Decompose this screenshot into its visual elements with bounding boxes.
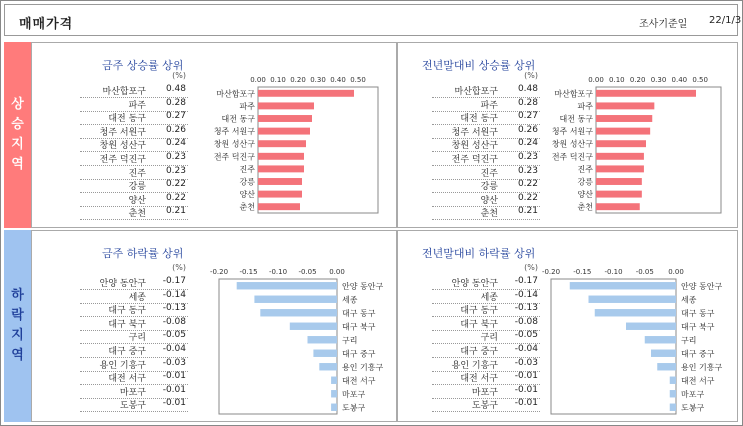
section-up-text: 상 승 지 역 — [11, 97, 24, 172]
x-tick-label: -0.05 — [298, 268, 317, 276]
bar — [313, 350, 337, 357]
category-label: 강릉 — [239, 177, 255, 187]
panel-up-weekly — [31, 42, 397, 228]
region-name: 강릉 — [480, 182, 498, 193]
bar — [237, 282, 337, 289]
category-label: 파주 — [239, 101, 255, 111]
category-label: 마포구 — [342, 389, 366, 399]
unit-label: (%) — [524, 263, 538, 272]
standard-date-label: 조사기준일 — [639, 19, 688, 30]
category-label: 대구 동구 — [342, 308, 376, 318]
category-label: 대구 동구 — [681, 308, 715, 318]
category-label: 대구 중구 — [342, 349, 376, 359]
bar — [570, 282, 676, 289]
change-rate: -0.01 — [162, 398, 186, 409]
change-rate: 0.28 — [165, 97, 186, 108]
region-name: 파주 — [128, 100, 146, 111]
bar — [596, 153, 644, 160]
bar — [626, 323, 676, 330]
panel-title: 전년말대비 하락률 상위 — [422, 247, 536, 260]
bar — [308, 336, 338, 343]
change-rate: 0.27 — [517, 111, 538, 122]
bar — [258, 191, 302, 198]
panel-title: 금주 하락률 상위 — [102, 247, 184, 260]
x-tick-label: -0.05 — [635, 268, 654, 276]
unit-label: (%) — [524, 71, 538, 80]
bar — [596, 165, 644, 172]
x-tick-label: -0.20 — [541, 268, 561, 276]
region-name: 마산합포구 — [454, 87, 498, 97]
bar — [651, 350, 676, 357]
change-rate: 0.24 — [165, 138, 186, 149]
panel-title: 전년말대비 상승률 상위 — [422, 59, 536, 72]
region-name: 마포구 — [471, 387, 498, 398]
change-rate: 0.26 — [165, 124, 186, 135]
region-name: 진주 — [128, 168, 146, 179]
bar — [258, 102, 314, 109]
section-down-text: 하 락 지 역 — [11, 288, 24, 363]
x-tick-label: 0.30 — [650, 76, 667, 84]
region-name: 안양 동안구 — [451, 279, 498, 289]
change-rate: 0.48 — [165, 84, 186, 94]
x-tick-label: 0.40 — [671, 76, 688, 84]
x-tick-label: 0.30 — [310, 76, 326, 84]
bar — [258, 90, 354, 97]
page-header — [4, 4, 742, 36]
panel-down-yearend — [397, 230, 738, 422]
bar — [596, 90, 696, 97]
category-label: 청주 서원구 — [213, 127, 255, 137]
x-tick-label: -0.20 — [209, 268, 229, 276]
region-name: 구리 — [128, 333, 146, 344]
change-rate: -0.01 — [162, 371, 186, 382]
bar — [596, 102, 654, 109]
bar — [657, 363, 676, 370]
bar — [596, 178, 642, 185]
change-rate: -0.14 — [514, 289, 538, 300]
category-label: 도봉구 — [681, 403, 705, 413]
change-rate: -0.01 — [514, 398, 538, 409]
change-rate: -0.13 — [514, 303, 538, 314]
bar — [258, 153, 304, 160]
bar-chart — [398, 231, 739, 423]
region-name: 대구 중구 — [460, 347, 498, 357]
category-label: 대전 서구 — [681, 376, 715, 386]
bar — [319, 363, 337, 370]
region-name: 용인 기흥구 — [99, 360, 146, 371]
region-name: 양산 — [128, 195, 146, 206]
region-name: 대전 서구 — [108, 374, 146, 385]
bar — [290, 323, 337, 330]
change-rate: 0.21 — [165, 206, 186, 217]
bar — [596, 115, 652, 122]
x-tick-label: 0.50 — [350, 76, 366, 84]
change-rate: 0.21 — [517, 206, 538, 217]
x-tick-label: 0.20 — [629, 76, 646, 84]
change-rate: -0.04 — [162, 344, 186, 354]
change-rate: -0.01 — [514, 384, 538, 395]
category-label: 양산 — [239, 190, 255, 200]
change-rate: -0.05 — [514, 330, 538, 341]
change-rate: -0.04 — [514, 344, 538, 354]
page-title: 매매가격 — [19, 17, 74, 32]
x-tick-label: -0.15 — [573, 268, 592, 276]
category-label: 대전 동구 — [559, 114, 593, 124]
region-name: 세종 — [480, 292, 498, 303]
region-name: 안양 동안구 — [99, 279, 146, 289]
category-label: 안양 동안구 — [681, 281, 723, 291]
bar — [258, 165, 304, 172]
category-label: 청주 서원구 — [551, 127, 593, 137]
x-tick-label: 0.00 — [250, 76, 266, 84]
category-label: 용인 기흥구 — [681, 362, 723, 372]
bar — [258, 128, 310, 135]
bar — [596, 203, 640, 210]
change-rate: 0.48 — [517, 84, 538, 94]
bar — [595, 309, 676, 316]
region-name: 춘천 — [128, 209, 146, 220]
x-tick-label: -0.15 — [239, 268, 258, 276]
region-name: 세종 — [128, 292, 146, 303]
x-tick-label: 0.20 — [290, 76, 306, 84]
x-tick-label: 0.00 — [329, 268, 345, 276]
change-rate: -0.13 — [162, 303, 186, 314]
region-name: 대전 서구 — [460, 374, 498, 385]
bar — [331, 377, 337, 384]
category-label: 마산합포구 — [554, 89, 593, 99]
region-name: 창원 성산구 — [99, 141, 146, 152]
change-rate: 0.26 — [517, 124, 538, 135]
region-name: 대구 동구 — [460, 306, 498, 317]
region-name: 전주 덕진구 — [99, 155, 146, 165]
category-label: 춘천 — [577, 202, 593, 212]
category-label: 세종 — [681, 295, 697, 305]
bar — [258, 203, 300, 210]
change-rate: 0.23 — [165, 152, 186, 162]
category-label: 양산 — [577, 190, 593, 200]
region-name: 대구 동구 — [108, 306, 146, 317]
region-name: 창원 성산구 — [451, 141, 498, 152]
bar — [596, 191, 642, 198]
category-label: 대구 북구 — [681, 322, 715, 332]
change-rate: 0.23 — [517, 152, 538, 162]
region-name: 청주 서원구 — [451, 127, 498, 138]
region-name: 구리 — [480, 333, 498, 344]
category-label: 전주 덕진구 — [213, 152, 255, 162]
change-rate: 0.22 — [517, 192, 538, 203]
region-name: 대전 동구 — [460, 114, 498, 125]
region-name: 대전 동구 — [108, 114, 146, 125]
region-name: 마산합포구 — [102, 87, 146, 97]
category-label: 대구 북구 — [342, 322, 376, 332]
region-name: 전주 덕진구 — [451, 155, 498, 165]
category-label: 구리 — [342, 335, 358, 345]
category-label: 마포구 — [681, 389, 705, 399]
region-name: 청주 서원구 — [99, 127, 146, 138]
unit-label: (%) — [172, 71, 186, 80]
x-tick-label: -0.10 — [604, 268, 623, 276]
region-name: 대구 중구 — [108, 347, 146, 357]
region-name: 마포구 — [119, 387, 146, 398]
category-label: 강릉 — [577, 177, 593, 187]
change-rate: -0.03 — [514, 357, 538, 368]
region-name: 도봉구 — [119, 401, 146, 412]
change-rate: -0.08 — [162, 316, 186, 327]
category-label: 파주 — [577, 101, 593, 111]
region-name: 강릉 — [128, 182, 146, 193]
x-tick-label: 0.50 — [692, 76, 708, 84]
region-name: 용인 기흥구 — [451, 360, 498, 371]
bar — [596, 128, 650, 135]
bar — [645, 336, 676, 343]
category-label: 마산합포구 — [216, 89, 255, 99]
change-rate: -0.17 — [514, 276, 538, 286]
bar — [670, 377, 676, 384]
bar — [331, 404, 337, 411]
change-rate: 0.28 — [517, 97, 538, 108]
section-label-down — [4, 230, 31, 422]
region-name: 파주 — [480, 100, 498, 111]
panel-up-yearend — [397, 42, 738, 228]
change-rate: -0.08 — [514, 316, 538, 327]
change-rate: -0.01 — [162, 384, 186, 395]
change-rate: -0.17 — [162, 276, 186, 286]
x-tick-label: 0.10 — [270, 76, 286, 84]
standard-date: 22/1/3 — [709, 15, 742, 26]
bar — [670, 404, 676, 411]
x-tick-label: 0.10 — [609, 76, 625, 84]
bar-chart — [398, 43, 739, 229]
section-label-up — [4, 42, 31, 228]
category-label: 대구 중구 — [681, 349, 715, 359]
region-name: 대구 북구 — [108, 319, 146, 330]
category-label: 창원 성산구 — [213, 139, 255, 149]
bar-chart — [32, 231, 398, 423]
bar — [589, 296, 677, 303]
x-tick-label: -0.10 — [268, 268, 288, 276]
bar — [596, 140, 646, 147]
category-label: 진주 — [239, 164, 255, 174]
unit-label: (%) — [172, 263, 186, 272]
category-label: 전주 덕진구 — [551, 152, 593, 162]
x-tick-label: 0.00 — [588, 76, 604, 84]
change-rate: 0.23 — [165, 165, 186, 176]
change-rate: -0.01 — [514, 371, 538, 382]
category-label: 용인 기흥구 — [342, 362, 384, 372]
change-rate: 0.27 — [165, 111, 186, 122]
category-label: 대전 동구 — [221, 114, 255, 124]
x-tick-label: 0.40 — [330, 76, 346, 84]
panel-title: 금주 상승률 상위 — [102, 59, 184, 72]
change-rate: 0.24 — [517, 138, 538, 149]
category-label: 안양 동안구 — [342, 281, 384, 291]
category-label: 춘천 — [239, 202, 255, 212]
change-rate: -0.05 — [162, 330, 186, 341]
category-label: 창원 성산구 — [551, 139, 593, 149]
region-name: 도봉구 — [471, 401, 498, 412]
bar — [254, 296, 337, 303]
region-name: 양산 — [480, 195, 498, 206]
bar — [258, 178, 302, 185]
category-label: 도봉구 — [342, 403, 366, 413]
category-label: 세종 — [342, 295, 358, 305]
category-label: 진주 — [577, 164, 593, 174]
category-label: 대전 서구 — [342, 376, 376, 386]
x-tick-label: 0.00 — [668, 268, 684, 276]
region-name: 진주 — [480, 168, 498, 179]
change-rate: 0.22 — [165, 179, 186, 190]
bar — [260, 309, 337, 316]
region-name: 춘천 — [480, 209, 498, 220]
region-name: 대구 북구 — [460, 319, 498, 330]
change-rate: -0.14 — [162, 289, 186, 300]
panel-down-weekly — [31, 230, 397, 422]
bar — [331, 390, 337, 397]
change-rate: 0.22 — [165, 192, 186, 203]
bar — [258, 140, 306, 147]
change-rate: 0.23 — [517, 165, 538, 176]
change-rate: 0.22 — [517, 179, 538, 190]
change-rate: -0.03 — [162, 357, 186, 368]
bar — [670, 390, 676, 397]
bar-chart — [32, 43, 398, 229]
category-label: 구리 — [681, 335, 697, 345]
bar — [258, 115, 312, 122]
